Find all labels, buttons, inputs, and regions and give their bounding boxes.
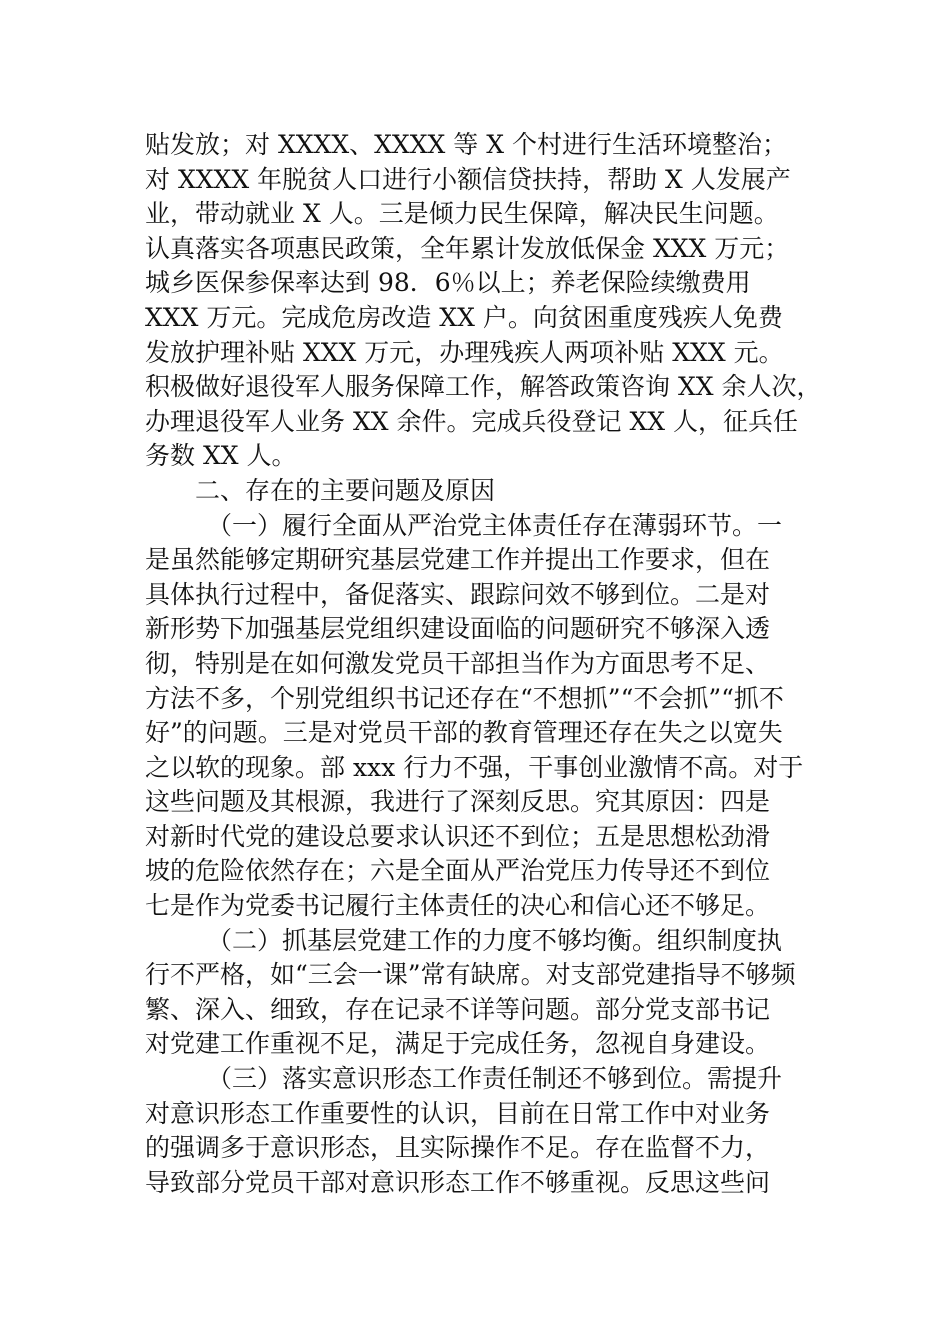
text-line: 对党建工作重视不足，满足于完成任务，忽视自身建设。 (145, 1029, 771, 1059)
subsection-paragraph-start: （三）落实意识形态工作责任制还不够到位。需提升 (207, 1064, 783, 1094)
text-line: 是虽然能够定期研究基层党建工作并提出工作要求，但在 (145, 545, 771, 575)
text-line: 彻，特别是在如何激发党员干部担当作为方面思考不足、 (145, 648, 771, 678)
text-line: 办理退役军人业务 XX 余件。完成兵役登记 XX 人，征兵任 (145, 406, 798, 436)
text-line: 好”的问题。三是对党员干部的教育管理还存在失之以宽失 (145, 718, 783, 748)
text-line: 务数 XX 人。 (145, 441, 297, 471)
text-line: 对新时代党的建设总要求认识还不到位；五是思想松劲滑 (145, 821, 771, 851)
text-line: 对意识形态工作重要性的认识，目前在日常工作中对业务 (145, 1098, 771, 1128)
text-line: XXX 万元。完成危房改造 XX 户。向贫困重度残疾人免费 (145, 302, 783, 332)
text-line: 对 XXXX 年脱贫人口进行小额信贷扶持，帮助 X 人发展产 (145, 164, 791, 194)
text-line: 方法不多，个别党组织书记还存在“不想抓”“不会抓”“抓不 (145, 683, 784, 713)
text-line: 认真落实各项惠民政策，全年累计发放低保金 XXX 万元； (145, 233, 790, 263)
text-line: 贴发放；对 XXXX、XXXX 等 X 个村进行生活环境整治； (145, 130, 787, 159)
text-line: 七是作为党委书记履行主体责任的决心和信心还不够足。 (145, 891, 771, 921)
text-line: 城乡医保参保率达到 98．6％以上；养老保险续缴费用 (145, 268, 751, 298)
text-line: 发放护理补贴 XXX 万元，办理残疾人两项补贴 XXX 元。 (145, 337, 784, 367)
text-line: 新形势下加强基层党组织建设面临的问题研究不够深入透 (145, 614, 771, 644)
text-line: 积极做好退役军人服务保障工作，解答政策咨询 XX 余人次， (145, 372, 822, 402)
body-text (145, 128, 835, 1200)
text-line: 具体执行过程中，备促落实、跟踪问效不够到位。二是对 (145, 579, 771, 609)
text-line: 业，带动就业 X 人。三是倾力民生保障，解决民生问题。 (145, 199, 779, 229)
text-line: 导致部分党员干部对意识形态工作不够重视。反思这些问 (145, 1167, 771, 1197)
section-heading: 二、存在的主要问题及原因 (195, 475, 496, 505)
text-line: 之以软的现象。部 xxx 行力不强，干事创业激情不高。对于 (145, 752, 804, 782)
text-line: 繁、深入、细致，存在记录不详等问题。部分党支部书记 (145, 994, 771, 1024)
subsection-paragraph-start: （二）抓基层党建工作的力度不够均衡。组织制度执 (207, 925, 783, 955)
text-line: 坡的危险依然存在；六是全面从严治党压力传导还不到位 (145, 856, 771, 886)
text-line: 行不严格，如“三会一课”常有缺席。对支部党建指导不够频 (145, 960, 796, 990)
text-line: 的强调多于意识形态，且实际操作不足。存在监督不力， (145, 1133, 771, 1163)
subsection-paragraph-start: （一）履行全面从严治党主体责任存在薄弱环节。一 (207, 510, 783, 540)
text-line: 这些问题及其根源，我进行了深刻反思。究其原因：四是 (145, 787, 771, 817)
